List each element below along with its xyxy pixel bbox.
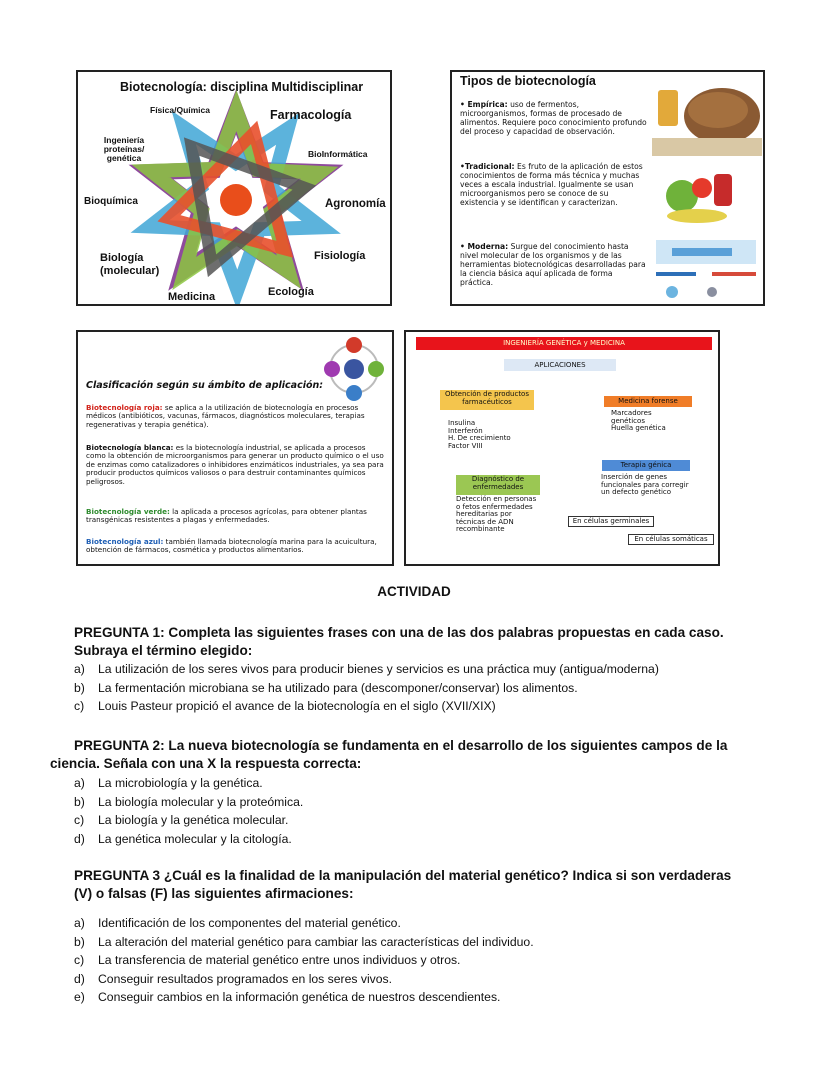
bread-image [652,76,762,156]
tradicional-text: •Tradicional: Es fruto de la aplicación de estos conocimientos de forma más técnica y muchas veces a escala industrial. Igualmente se usan microorganismos pero se conoce de su existencia y se identifican y caracterizan. [460,162,643,207]
label-biologia: Biología (molecular) [100,252,160,277]
roja-text: Biotecnología roja: se aplica a la utilización de biotecnología en procesos médicos (antibióticos, vacunas, fármacos, diagnósticos moleculares, terapias regenerativas y terapia genética). [86,403,365,429]
label-medicina: Medicina [168,291,216,303]
label-fisiologia: Fisiología [314,250,366,262]
empirica-text: • Empírica: uso de fermentos, microorganismos, formas de procesado de alimentos. Requiere poco conocimiento profundo del proceso y capacidad de observación. [460,100,647,136]
obtencion-list: Insulina Interferón H. De crecimiento Factor VIII [448,419,511,450]
list-item: b) La alteración del material genético para cambiar las características del individuo. [74,934,534,949]
ingenieria-genetica-panel [404,330,720,566]
panel1-title: Biotecnología: disciplina Multidisciplinar [120,80,364,94]
germinales-box: En células germinales [568,516,654,527]
label-farmacologia: Farmacología [270,108,352,122]
microbe-cartoon-image [652,160,752,230]
obtencion-box: Obtención de productos farmacéuticos [440,390,534,410]
diagnostico-box: Diagnóstico de enfermedades [456,475,540,495]
forense-box: Medicina forense [604,396,692,407]
list-item: b) La biología molecular y la proteómica. [74,794,304,809]
moderna-text: • Moderna: Surgue del conocimiento hasta nivel molecular de los organismos y de las herramientas biotecnológicas desarrolladas para la ciencia básica aquí aplicada de forma práctica. [460,242,646,287]
list-item: d) Conseguir resultados programados en los seres vivos. [74,971,392,986]
label-bioinformatica: BioInformática [308,149,368,159]
list-item: c) Louis Pasteur propició el avance de la biotecnología en el siglo (XVII/XIX) [74,699,496,713]
pregunta2-title: PREGUNTA 2: La nueva biotecnología se fundamenta en el desarrollo de los siguientes campos de la ciencia. Señala con una X la respuesta correcta: [50,738,728,771]
pregunta1-title: PREGUNTA 1: Completa las siguientes frases con una de las dos palabras propuestas en cada caso. Subraya el término elegido: [74,625,724,658]
label-ecologia: Ecología [268,286,314,298]
diagnostico-list: Detección en personas o fetos enfermedades hereditarias por técnicas de ADN recombinante [456,495,537,534]
clasificacion-panel [76,330,394,566]
terapia-list: Inserción de genes funcionales para corregir un defecto genético [601,473,689,497]
panel4-banner: INGENIERÍA GENÉTICA y MEDICINA [416,337,712,350]
clasificacion-heading: Clasificación según su ámbito de aplicación: [86,380,324,391]
list-item: b) La fermentación microbiana se ha utilizado para (descomponer/conservar) los alimentos. [74,680,578,695]
label-agronomia: Agronomía [325,198,386,210]
actividad-heading: ACTIVIDAD [377,584,451,599]
verde-text: Biotecnología verde: la aplicada a procesos agrícolas, para obtener plantas transgénicas resistentes a plagas y enfermedades. [86,507,367,525]
azul-text: Biotecnología azul: también llamada biotecnología marina para la acuicultura, obtención de fármacos, cosmética y productos alimentarios. [86,537,377,555]
terapia-box: Terapia génica [602,460,690,471]
panel2-title: Tipos de biotecnología [460,74,596,88]
tipos-panel [450,70,765,306]
label-fisica: Física/Química [150,105,210,115]
label-bioquimica: Bioquímica [84,196,138,207]
list-item: a) La utilización de los seres vivos para producir bienes y servicios es una práctica muy (antigua/moderna) [74,662,659,676]
multidisciplinar-panel [76,70,392,306]
label-ingenieria: Ingeniería proteínas/ genética [103,135,145,163]
list-item: d) La genética molecular y la citología. [74,831,292,846]
pregunta3-title: PREGUNTA 3 ¿Cuál es la finalidad de la manipulación del material genético? Indica si son verdaderas (V) o falsas (F) las siguientes afirmaciones: [74,868,732,901]
list-item: a) La microbiología y la genética. [74,776,263,790]
pregunta3-options [74,914,534,1007]
color-cycle-diagram [314,334,394,404]
molecular-diagram-image [652,234,762,304]
list-item: c) La transferencia de material genético entre unos individuos y otros. [74,953,461,967]
somaticas-box: En células somáticas [628,534,714,545]
blanca-text: Biotecnología blanca: es la biotecnología industrial, se aplicada a procesos como la obtención de microorganismos para generar un producto químico o el uso de enzimas como catalizadores o inhibidores enzimáticos industriales, ya sea para producir productos químicos valiosos o para destruir contaminantes químicos peligrosos. [86,443,384,486]
aplicaciones-box: APLICACIONES [504,359,616,371]
list-item: c) La biología y la genética molecular. [74,813,289,827]
pregunta2-options [74,774,303,848]
list-item: a) Identificación de los componentes del material genético. [74,916,401,930]
pregunta1-options [74,660,659,716]
list-item: e) Conseguir cambios en la información genética de nuestros descendientes. [74,990,501,1004]
forense-list: Marcadores genéticos Huella genética [611,409,666,433]
